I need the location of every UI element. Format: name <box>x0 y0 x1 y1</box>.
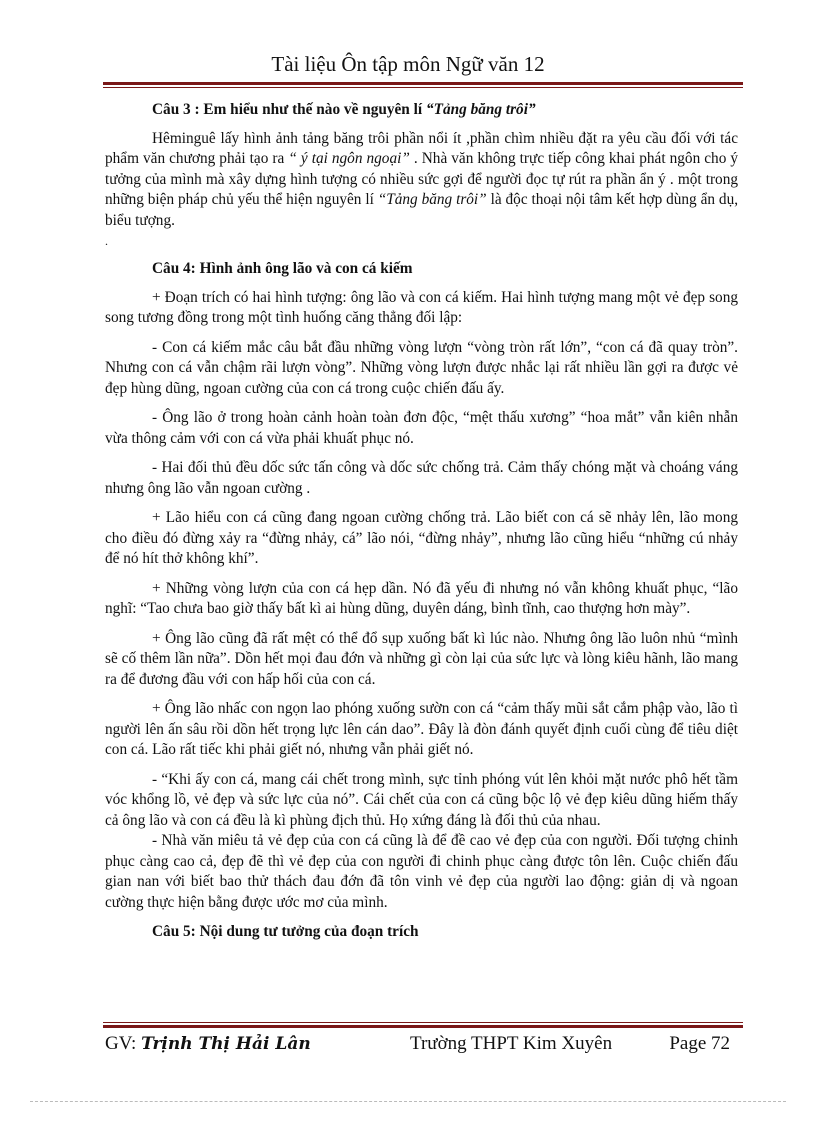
teacher-credit <box>105 1033 311 1055</box>
stray-dot: . <box>105 234 108 248</box>
question-5-heading: Câu 5: Nội dung tư tưởng của đoạn trích <box>152 923 419 940</box>
page-edge-divider <box>30 1101 786 1102</box>
question-4-heading: Câu 4: Hình ảnh ông lão và con cá kiếm <box>152 260 413 277</box>
page-title: Tài liệu Ôn tập môn Ngữ văn 12 <box>271 52 545 76</box>
paragraph: + Lão hiểu con cá cũng đang ngoan cường chống trả. Lão biết con cá sẽ nhảy lên, lão mong cho điều đó đừng xảy ra “đừng nhảy, cá” lão nói, “đừng nhảy”, nhưng lão cũng hiểu “những cú nhảy để nó hít thở không khí”. <box>105 509 738 567</box>
document-body <box>105 100 738 951</box>
header-rule <box>103 82 743 88</box>
question-3-title: Câu 3 : Em hiểu như thế nào về nguyên lí <box>152 101 423 118</box>
paragraph: - “Khi ấy con cá, mang cái chết trong mình, sực tỉnh phóng vút lên khỏi mặt nước phô hết tầm vóc khổng lồ, vẻ đẹp và sức lực của nó”. Cái chết của con cá cũng bộc lộ vẻ đẹp kiêu dũng hiếm thấy cả ông lão và con cá đều là kì phùng địch thủ. Họ xứng đáng là đối thủ của nhau. <box>105 770 738 829</box>
teacher-name: Trịnh Thị Hải Lân <box>141 1034 311 1054</box>
school-name: Trường THPT Kim Xuyên <box>410 1033 613 1054</box>
page-footer <box>105 1033 738 1059</box>
footer-rule <box>103 1022 743 1028</box>
paragraph: - Ông lão ở trong hoàn cảnh hoàn toàn đơn độc, “mệt thấu xương” “hoa mắt” vẫn kiên nhẫn vừa thông cảm với con cá vừa phải khuất phục nó. <box>105 409 738 447</box>
question-3-heading <box>105 100 738 121</box>
question-3-paragraph: Hêminguê lấy hình ảnh tảng băng trôi phần nổi ít ,phần chìm nhiều đặt ra yêu cầu đối với tác phẩm văn chương phải tạo ra “ ý tại ngôn ngoại” . Nhà văn không trực tiếp công khai phát ngôn cho ý tưởng của mình mà xây dựng hình tượng có nhiều sức gợi để người đọc tự rút ra phần ẩn ý . một trong những biện pháp chủ yếu thể hiện nguyên lí “Tảng băng trôi” là độc thoại nội tâm kết hợp dùng ẩn dụ, biểu tượng. <box>105 129 739 229</box>
paragraph: + Ông lão cũng đã rất mệt có thể đổ sụp xuống bất kì lúc nào. Nhưng ông lão luôn nhủ “mình sẽ cố thêm lần nữa”. Dồn hết mọi đau đớn và những gì còn lại của sức lực và lòng kiêu hãnh, lão mang ra để đương đầu với con hấp hối của con cá. <box>105 629 738 688</box>
paragraph: + Đoạn trích có hai hình tượng: ông lão và con cá kiếm. Hai hình tượng mang một vẻ đẹp song song tương đồng trong một tình huống căng thẳng đối lập: <box>105 288 738 326</box>
gv-label: GV: <box>105 1033 137 1054</box>
paragraph: - Hai đối thủ đều dốc sức tấn công và dốc sức chống trả. Cảm thấy chóng mặt và choáng váng nhưng ông lão vẫn ngoan cường . <box>105 459 738 497</box>
page-number: Page 72 <box>669 1033 730 1054</box>
paragraph: - Con cá kiếm mắc câu bắt đầu những vòng lượn “vòng tròn rất lớn”, “con cá đã quay tròn”. Nhưng con cá vẫn chậm rãi lượn vòng”. Những vòng lượn được nhắc lại rất nhiều lần gợi ra được vẻ đẹp hùng dũng, ngoan cường của con cá trong cuộc chiến đấu ấy. <box>105 338 738 397</box>
question-3-term: “Tảng băng trôi” <box>425 101 536 118</box>
paragraph: + Những vòng lượn của con cá hẹp dần. Nó đã yếu đi nhưng nó vẫn không khuất phục, “lão nghĩ: “Tao chưa bao giờ thấy bất kì ai hùng dũng, duyên dáng, bình tĩnh, cao thượng hơn mày”. <box>105 579 738 617</box>
paragraph: + Ông lão nhấc con ngọn lao phóng xuống sườn con cá “cảm thấy mũi sắt cắm phập vào, lão tì người lên ấn sâu rồi dồn hết trọng lực lên cán dao”. Đây là đòn đánh quyết định cuối cùng để tiêu diệt con cá. Lão rất tiếc khi phải giết nó, nhưng vẫn phải giết nó. <box>105 700 738 758</box>
paragraph: - Nhà văn miêu tả vẻ đẹp của con cá cũng là để đề cao vẻ đẹp của con người. Đối tượng chinh phục càng cao cả, đẹp đẽ thì vẻ đẹp của con người đi chinh phục càng được tôn lên. Cuộc chiến đấu gian nan với biết bao thử thách đau đớn đã tôn vinh vẻ đẹp của người lao động: giản dị và ngoan cường thực hiện bằng được ước mơ của mình. <box>105 832 738 911</box>
